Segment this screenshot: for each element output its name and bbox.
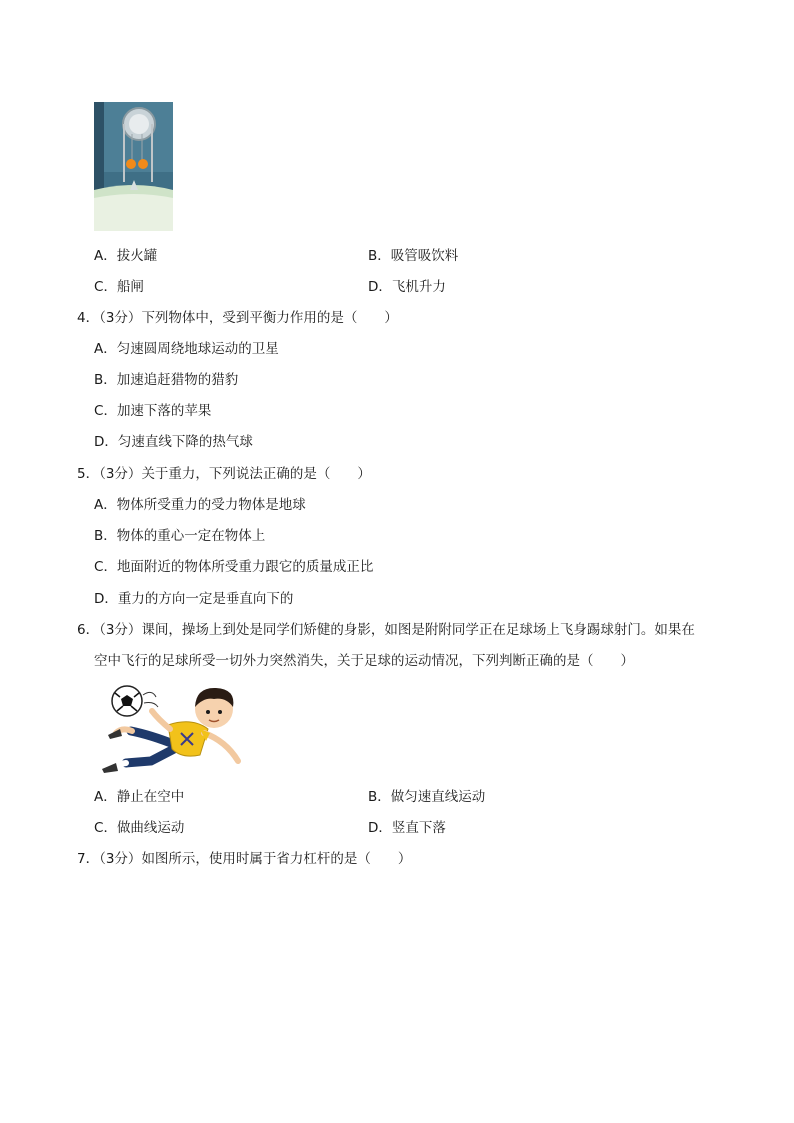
q5-option-a: A．物体所受重力的受力物体是地球 [94,497,306,513]
q3-option-d: D．飞机升力 [368,279,446,295]
q6-option-d: D．竖直下落 [368,820,446,836]
q3-option-c: C．船闸 [94,279,144,295]
q4-stem: 4．（3分）下列物体中，受到平衡力作用的是（ ） [77,310,398,326]
q4-option-c: C．加速下落的苹果 [94,403,212,419]
q6-option-c: C．做曲线运动 [94,820,185,836]
q5-option-d: D．重力的方向一定是垂直向下的 [94,591,294,607]
q4-option-a: A．匀速圆周绕地球运动的卫星 [94,341,279,357]
q3-option-a: A．拔火罐 [94,248,158,264]
q5-stem: 5．（3分）关于重力，下列说法正确的是（ ） [77,466,371,482]
q3-option-b: B．吸管吸饮料 [368,248,459,264]
apparatus-photo [94,102,173,231]
soccer-kick-illustration [96,683,248,775]
q5-option-b: B．物体的重心一定在物体上 [94,528,266,544]
q6-option-a: A．静止在空中 [94,789,185,805]
q5-option-c: C．地面附近的物体所受重力跟它的质量成正比 [94,559,374,575]
q4-option-d: D．匀速直线下降的热气球 [94,434,253,450]
q6-option-b: B．做匀速直线运动 [368,789,486,805]
q4-option-b: B．加速追赶猎物的猎豹 [94,372,239,388]
q6-stem-line1: 6．（3分）课间，操场上到处是同学们矫健的身影，如图是附附同学正在足球场上飞身踢球射门。如果在 [77,622,695,638]
q7-stem: 7．（3分）如图所示，使用时属于省力杠杆的是（ ） [77,851,412,867]
q6-stem-line2: 空中飞行的足球所受一切外力突然消失，关于足球的运动情况，下列判断正确的是（ ） [94,653,634,669]
